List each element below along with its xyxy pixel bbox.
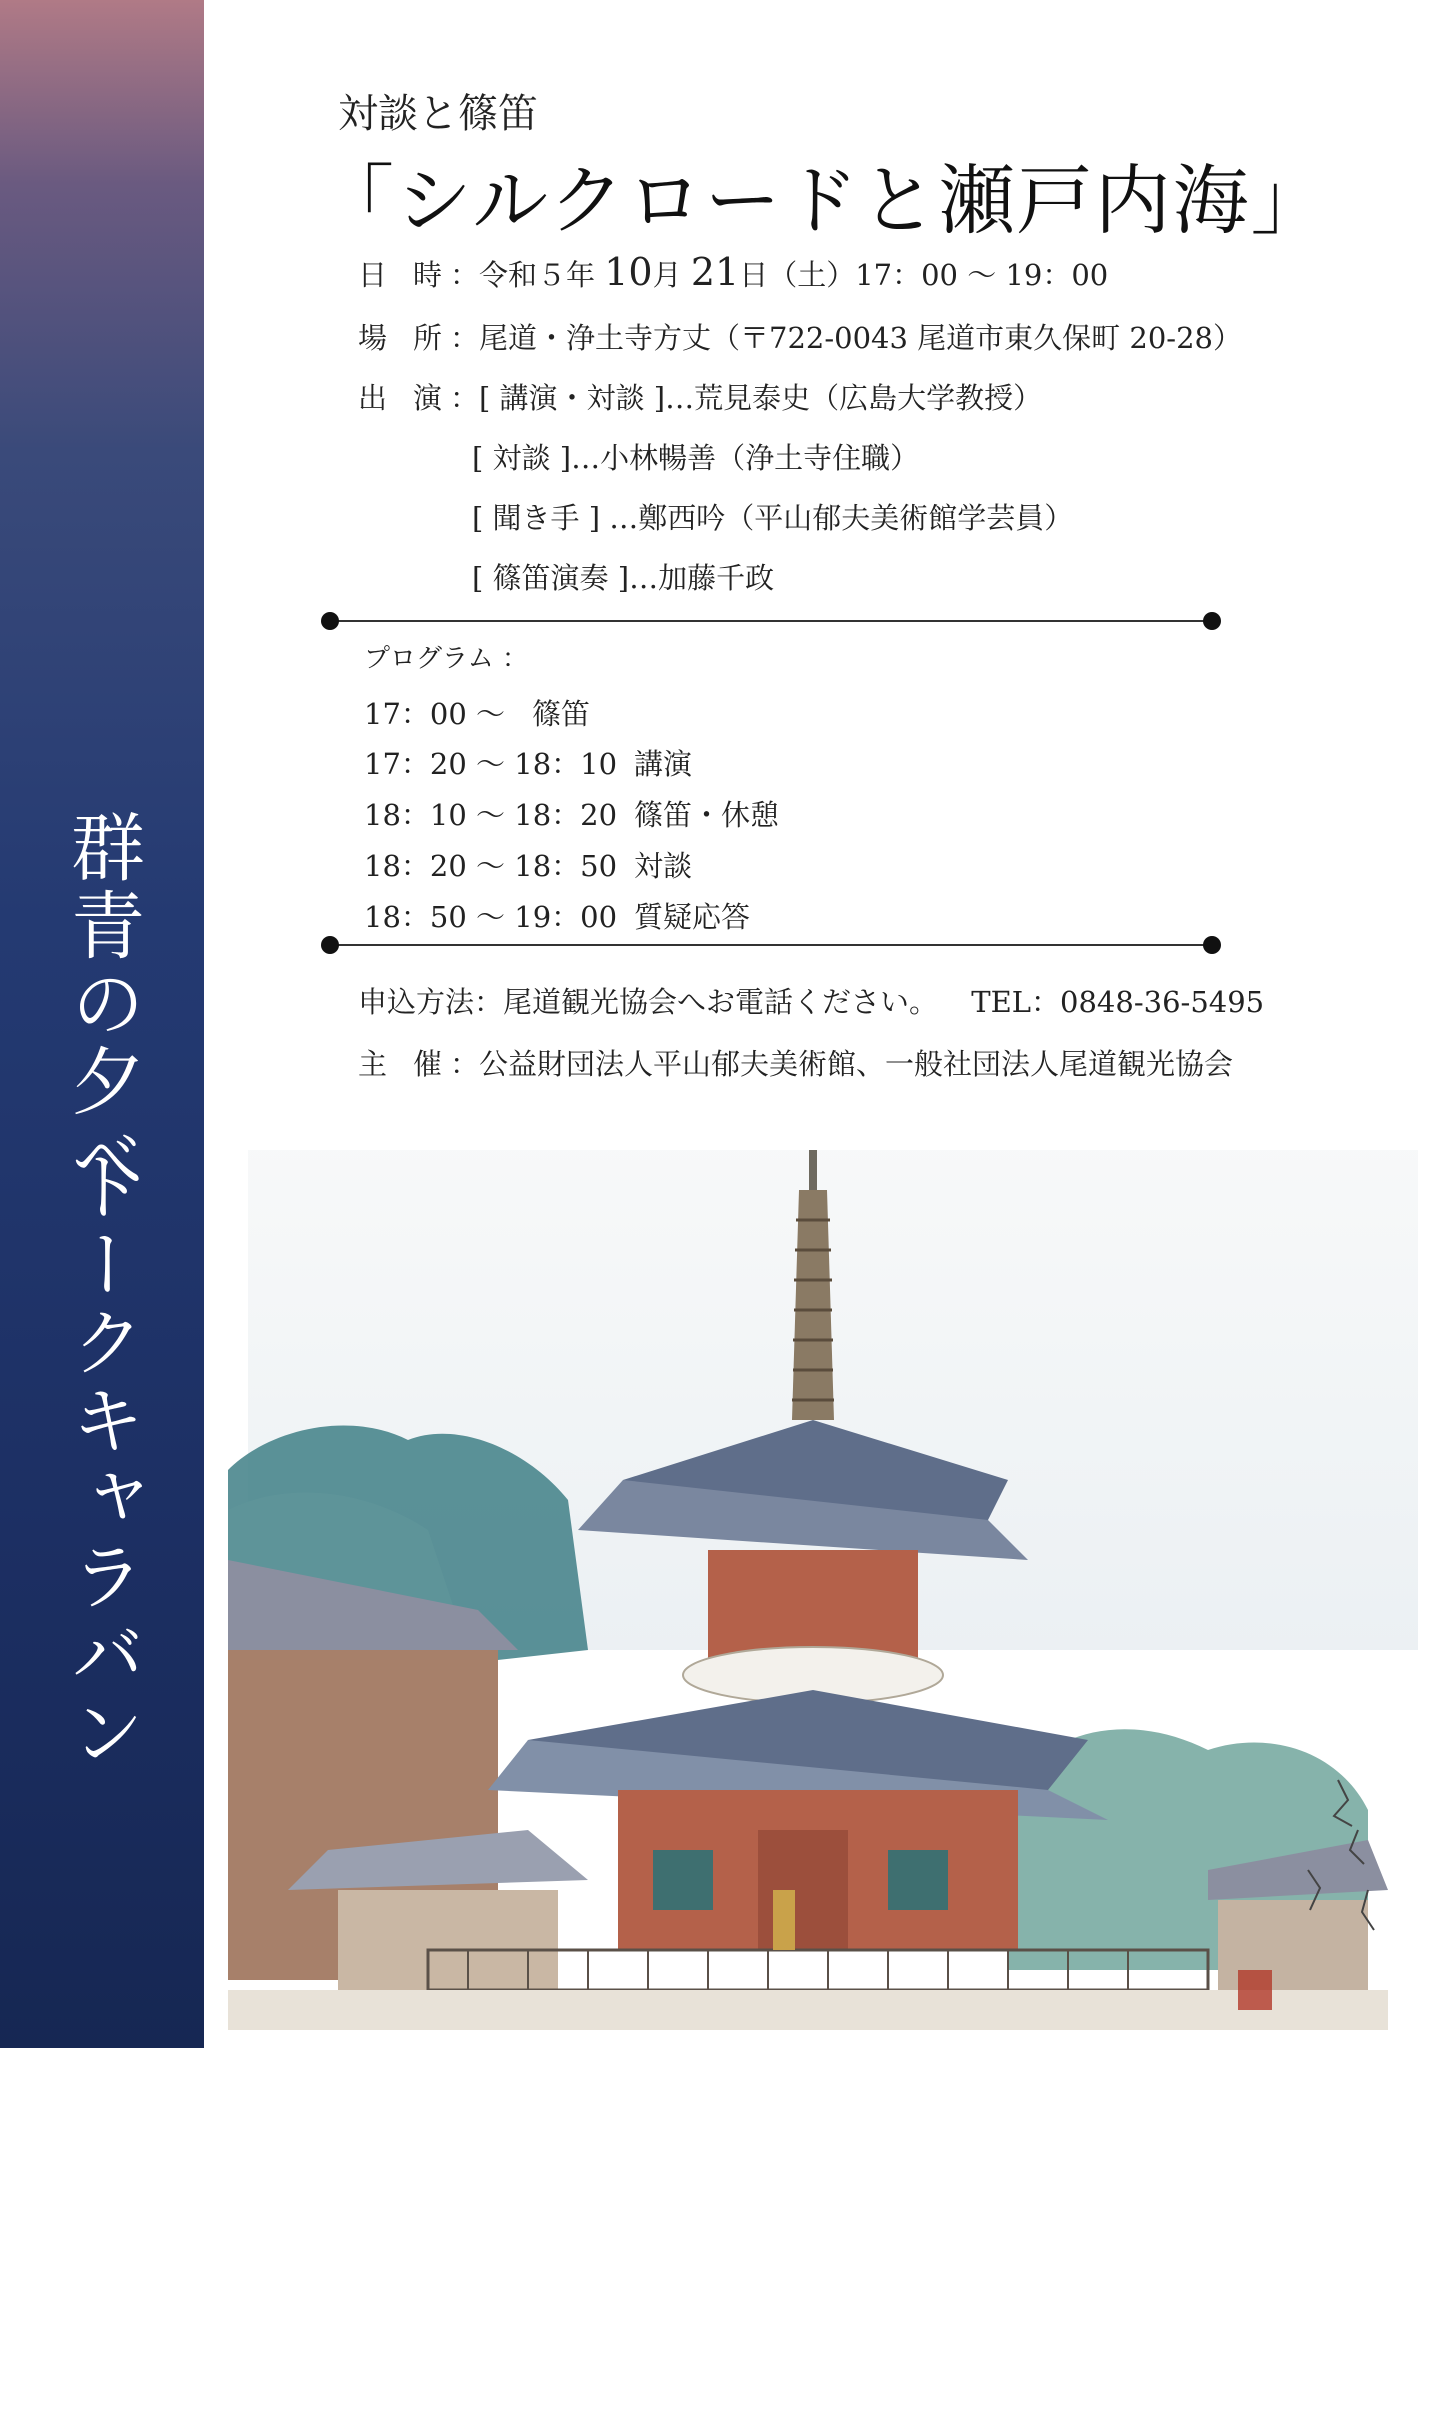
window-left (653, 1850, 713, 1910)
program-item: 講演 (634, 747, 693, 781)
cast-item: [ 対談 ]…小林暢善（浄土寺住職） (472, 441, 920, 475)
apply-label: 申込方法 (358, 985, 475, 1019)
date-month: 10 (604, 250, 653, 294)
program-row (364, 895, 750, 936)
program-row (364, 793, 779, 834)
spire-tip (809, 1150, 817, 1190)
vertical-title-line1: 群青の夕べ (59, 809, 145, 1199)
date-label: 日時 (358, 258, 469, 292)
program-time: 17：20 ～ 18：10 (364, 747, 618, 781)
date-day-unit: 日 (739, 258, 769, 292)
date-row (358, 250, 1108, 294)
program-time: 17：00 ～ (364, 697, 506, 731)
divider-bottom (330, 944, 1212, 946)
place-value: ：尾道・浄土寺方丈（〒722-0043 尾道市東久保町 20-28） (450, 321, 1242, 355)
ground (228, 1990, 1388, 2030)
vertical-subtitle (0, 510, 204, 2410)
cast-label: 出演 (358, 381, 469, 415)
program-time: 18：10 ～ 18：20 (364, 798, 618, 832)
program-row (364, 742, 692, 783)
program-time: 18：50 ～ 19：00 (364, 900, 618, 934)
program-heading: プログラム ： (364, 644, 529, 674)
door (758, 1830, 848, 1950)
event-title: 「シルクロードと瀬戸内海」 (318, 156, 1329, 245)
cast-row (358, 376, 1042, 417)
program-time: 18：20 ～ 18：50 (364, 849, 618, 883)
event-subtitle: 対談と篠笛 (338, 91, 538, 137)
organizer-value: ：公益財団法人平山郁夫美術館、一般社団法人尾道観光協会 (450, 1047, 1234, 1081)
apply-value: ：尾道観光協会へお電話ください。 (474, 985, 939, 1019)
program-row (364, 692, 590, 733)
upper-body (708, 1550, 918, 1660)
organizer-row (358, 1042, 1233, 1083)
left-hall-base (338, 1890, 558, 1990)
apply-row (358, 980, 1264, 1021)
apply-tel: TEL：0848-36-5495 (971, 985, 1265, 1019)
program-item: 質疑応答 (634, 900, 751, 934)
divider-top (330, 620, 1212, 622)
organizer-label: 主催 (358, 1047, 469, 1081)
spire (792, 1190, 834, 1420)
date-day: 21 (690, 250, 740, 294)
window-right (888, 1850, 948, 1910)
date-month-unit: 月 (652, 258, 682, 292)
cast-item: ：[ 講演・対談 ]…荒見泰史（広島大学教授） (450, 381, 1043, 415)
cast-item: [ 篠笛演奏 ]…加藤千政 (472, 561, 775, 595)
program-item: 篠笛・休憩 (634, 798, 780, 832)
cast-item: [ 聞き手 ] …鄭西吟（平山郁夫美術館学芸員） (472, 501, 1074, 535)
date-prefix: ：令和５年 (450, 258, 596, 292)
place-label: 場所 (358, 321, 469, 355)
place-row (358, 316, 1242, 357)
lantern (773, 1890, 795, 1950)
date-suffix: （土）17：00 ～ 19：00 (768, 258, 1109, 292)
program-item: 篠笛 (532, 697, 591, 731)
vertical-subtitle-caravan: トークキャラバン (59, 1148, 145, 1772)
pagoda-painting (228, 1090, 1428, 2040)
program-item: 対談 (634, 849, 693, 883)
artist-seal (1238, 1970, 1272, 2010)
program-row (364, 844, 692, 885)
